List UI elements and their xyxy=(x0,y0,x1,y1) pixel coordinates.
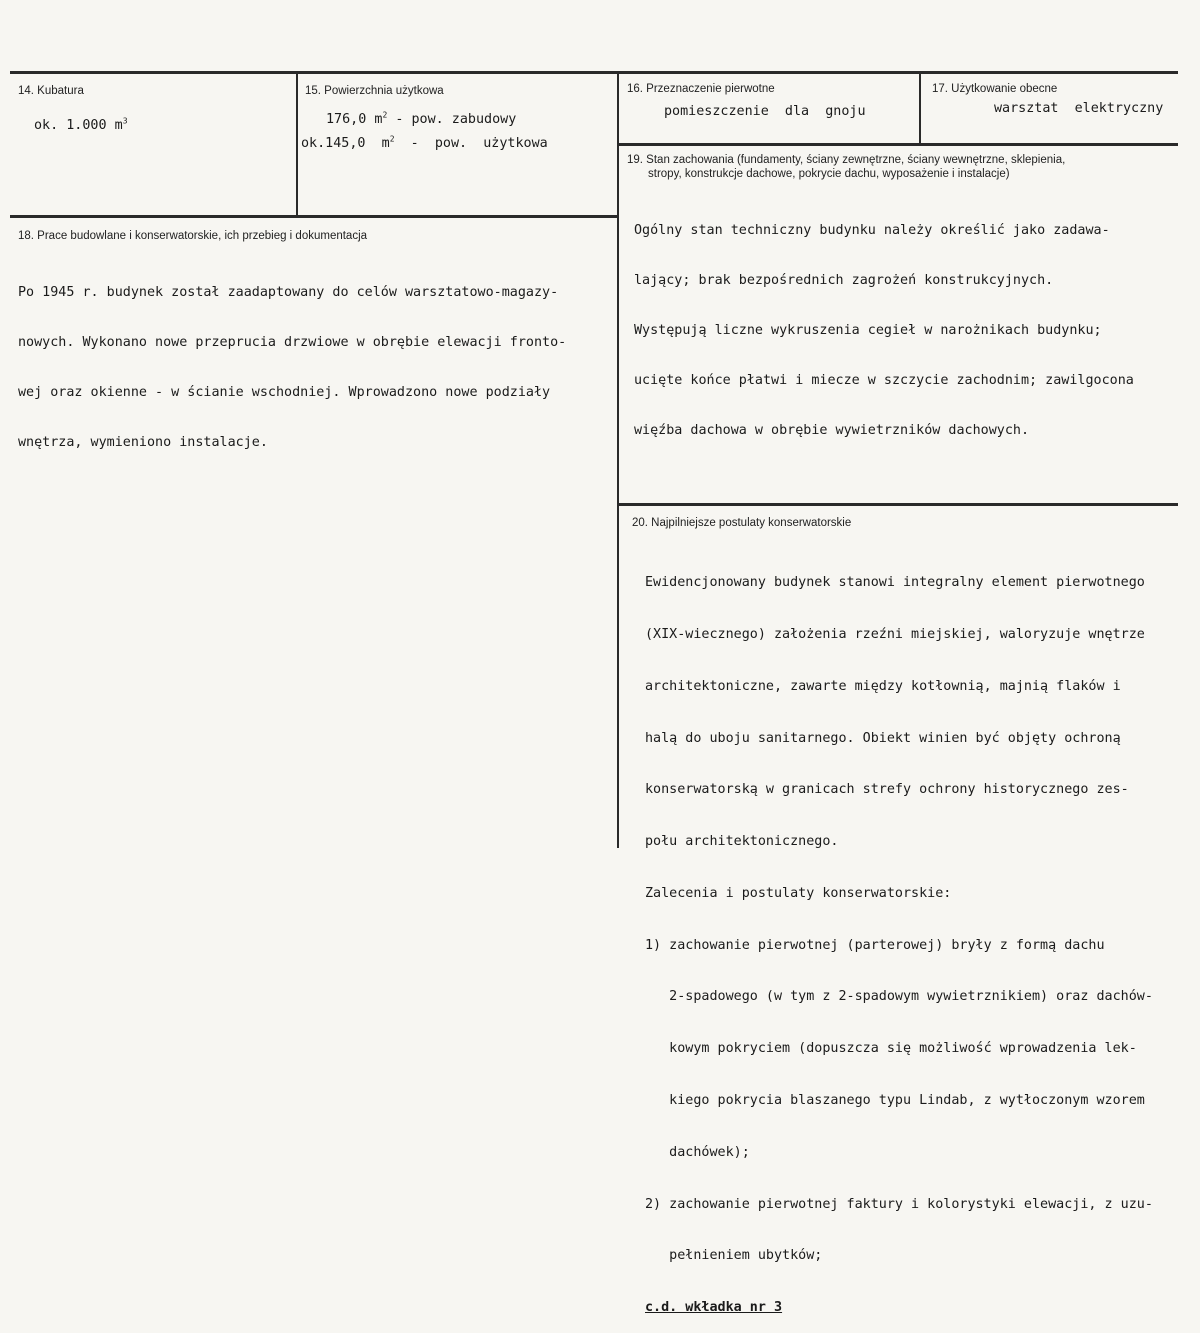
field-17-value: warsztat elektryczny xyxy=(994,101,1164,116)
field-19-line: Występują liczne wykruszenia cegieł w narożnikach budynku; xyxy=(634,322,1102,338)
field-20-line: kowym pokryciem (dopuszcza się możliwość wprowadzenia lek- xyxy=(645,1041,1137,1057)
field-17-label: 17. Użytkowanie obecne xyxy=(932,83,1058,95)
rule-above-20 xyxy=(618,503,1178,506)
field-20-text xyxy=(645,539,1153,1333)
field-20-line: (XIX-wiecznego) założenia rzeźni miejskiej, waloryzuje wnętrze xyxy=(645,626,1145,642)
field-20-line: architektoniczne, zawarte między kotłownią, majnią flaków i xyxy=(645,678,1121,694)
rule-under-16-17 xyxy=(618,143,1178,146)
field-18-line: Po 1945 r. budynek został zaadaptowany do celów warsztatowo-magazy- xyxy=(18,284,559,300)
field-20-line: Zalecenia i postulaty konserwatorskie: xyxy=(645,885,952,901)
rule-above-18 xyxy=(10,215,618,218)
field-20-line: dachówek); xyxy=(645,1144,750,1160)
field-19-text xyxy=(634,189,1134,457)
field-18-label: 18. Prace budowlane i konserwatorskie, ich przebieg i dokumentacja xyxy=(18,230,368,242)
field-18-line: wnętrza, wymieniono instalacje. xyxy=(18,435,268,451)
field-20-line: kiego pokrycia blaszanego typu Lindab, z wytłoczonym wzorem xyxy=(645,1093,1145,1108)
field-19-label-line-2: stropy, konstrukcje dachowe, pokrycie dachu, wyposażenie i instalacje) xyxy=(648,168,1010,180)
field-14-value: ok. 1.000 $m^3$ xyxy=(34,116,128,133)
field-20-line: 2) zachowanie pierwotnej faktury i kolorystyki elewacji, z uzu- xyxy=(645,1196,1153,1212)
field-18-text xyxy=(18,251,566,469)
field-15-line-2: ok.145,0 $m^2$ - pow. użytkowa xyxy=(301,134,548,151)
field-16-label: 16. Przeznaczenie pierwotne xyxy=(627,83,775,95)
field-20-line: halą do uboju sanitarnego. Obiekt winien być objęty ochroną xyxy=(645,730,1121,746)
field-19-label-line-1: 19. Stan zachowania (fundamenty, ściany zewnętrzne, ściany wewnętrzne, sklepienia, xyxy=(627,154,1066,166)
field-19-line: więźba dachowa w obrębie wywietrzników dachowych. xyxy=(634,423,1030,439)
field-20-line: konserwatorską w granicach strefy ochrony historycznego zes- xyxy=(645,782,1129,798)
continuation-note: c.d. wkładka nr 3 xyxy=(645,1300,783,1316)
field-19-line: lający; brak bezpośrednich zagrożeń konstrukcyjnych. xyxy=(634,272,1054,288)
field-14-label: 14. Kubatura xyxy=(18,85,84,97)
divider-left-right xyxy=(617,71,619,848)
field-20-label: 20. Najpilniejsze postulaty konserwatorskie xyxy=(632,517,852,529)
field-16-value: pomieszczenie dla gnoju xyxy=(664,104,866,119)
field-15-label: 15. Powierzchnia użytkowa xyxy=(305,85,444,97)
field-20-line: 1) zachowanie pierwotnej (parterowej) bryły z formą dachu xyxy=(645,937,1105,953)
divider-16-17 xyxy=(919,71,921,145)
field-15-line-1: 176,0 $m^2$ - pow. zabudowy xyxy=(326,110,517,127)
field-20-line: 2-spadowego (w tym z 2-spadowym wywietrznikiem) oraz dachów- xyxy=(645,989,1153,1005)
field-20-line: Ewidencjonowany budynek stanowi integralny element pierwotnego xyxy=(645,575,1145,591)
top-rule xyxy=(10,71,1178,74)
field-20-line: pełnieniem ubytków; xyxy=(645,1248,823,1264)
divider-14-15 xyxy=(296,71,298,217)
field-18-line: nowych. Wykonano nowe przeprucia drzwiowe w obrębie elewacji fronto- xyxy=(18,334,567,350)
field-19-line: ucięte końce płatwi i miecze w szczycie zachodnim; zawilgocona xyxy=(634,373,1134,389)
field-20-line: połu architektonicznego. xyxy=(645,834,839,850)
field-19-line: Ogólny stan techniczny budynku należy określić jako zadawa- xyxy=(634,222,1110,238)
field-18-line: wej oraz okienne - w ścianie wschodniej. Wprowadzono nowe podziały xyxy=(18,384,551,400)
